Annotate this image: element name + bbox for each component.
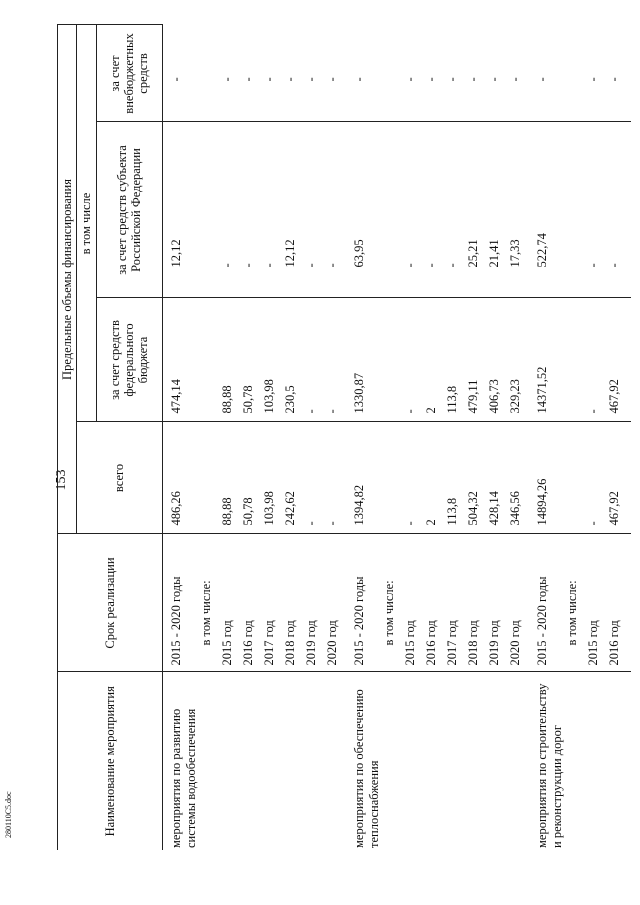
table-row — [529, 25, 565, 850]
table-row — [403, 25, 424, 850]
cell-extrabudget — [199, 25, 220, 122]
cell-total — [565, 422, 586, 534]
cell-total: 88,88 — [220, 422, 241, 534]
cell-federal: - — [325, 298, 346, 422]
cell-federal: 103,98 — [262, 298, 283, 422]
cell-period: 2016 год — [241, 534, 262, 672]
page-number: 153 — [54, 469, 69, 491]
cell-total: 428,14 — [487, 422, 508, 534]
cell-federal: 50,78 — [241, 298, 262, 422]
cell-federal: 2 — [424, 298, 445, 422]
table-row — [508, 25, 529, 850]
cell-federal — [565, 298, 586, 422]
cell-name: мероприятия по строительству и реконструкции дорог — [534, 683, 564, 848]
cell-name — [241, 672, 262, 850]
cell-extrabudget — [382, 25, 403, 122]
cell-period: 2016 год — [424, 534, 445, 672]
cell-total: 50,78 — [241, 422, 262, 534]
cell-extrabudget: - — [586, 25, 607, 122]
cell-extrabudget: - — [346, 25, 382, 122]
cell-total — [199, 422, 220, 534]
cell-name — [382, 672, 403, 850]
table-row — [283, 25, 304, 850]
table-row — [241, 25, 262, 850]
cell-federal — [199, 298, 220, 422]
cell-name — [325, 672, 346, 850]
cell-extrabudget: - — [445, 25, 466, 122]
cell-subject — [199, 122, 220, 298]
cell-period: 2020 год — [508, 534, 529, 672]
cell-extrabudget: - — [220, 25, 241, 122]
cell-name — [199, 672, 220, 850]
table-row — [325, 25, 346, 850]
table-row — [382, 25, 403, 850]
table-row — [162, 25, 199, 850]
cell-period: 2015 - 2020 годы — [529, 534, 565, 672]
cell-name — [565, 672, 586, 850]
cell-name: мероприятия по обеспечению теплоснабжения — [351, 689, 381, 848]
cell-period: 2017 год — [445, 534, 466, 672]
cell-subject: - — [607, 122, 631, 298]
cell-period: в том числе: — [565, 534, 586, 672]
table-row — [487, 25, 508, 850]
cell-period: 2018 год — [466, 534, 487, 672]
cell-federal: 406,73 — [487, 298, 508, 422]
header-name: Наименование мероприятия — [58, 672, 163, 850]
cell-extrabudget: - — [487, 25, 508, 122]
cell-extrabudget: - — [241, 25, 262, 122]
cell-extrabudget — [565, 25, 586, 122]
cell-subject: 17,33 — [508, 122, 529, 298]
cell-extrabudget: - — [607, 25, 631, 122]
header-extrabudget: за счет внебюджетных средств — [96, 25, 162, 122]
header-federal: за счет средств федерального бюджета — [96, 298, 162, 422]
table-row — [346, 25, 382, 850]
cell-name — [508, 672, 529, 850]
cell-federal — [382, 298, 403, 422]
cell-extrabudget: - — [403, 25, 424, 122]
cell-extrabudget: - — [304, 25, 325, 122]
cell-extrabudget: - — [508, 25, 529, 122]
cell-subject: 12,12 — [283, 122, 304, 298]
cell-subject: 21,41 — [487, 122, 508, 298]
cell-period: 2019 год — [487, 534, 508, 672]
cell-subject: - — [304, 122, 325, 298]
cell-total: 113,8 — [445, 422, 466, 534]
cell-total — [382, 422, 403, 534]
cell-name — [424, 672, 445, 850]
cell-extrabudget: - — [283, 25, 304, 122]
cell-subject — [565, 122, 586, 298]
cell-federal: 479,11 — [466, 298, 487, 422]
cell-subject: - — [220, 122, 241, 298]
cell-subject: - — [241, 122, 262, 298]
cell-extrabudget: - — [529, 25, 565, 122]
table-body — [162, 25, 631, 850]
cell-name — [403, 672, 424, 850]
cell-total: 103,98 — [262, 422, 283, 534]
cell-federal: 1330,87 — [346, 298, 382, 422]
cell-federal: 467,92 — [607, 298, 631, 422]
cell-total: 242,62 — [283, 422, 304, 534]
table-row — [586, 25, 607, 850]
cell-total: - — [325, 422, 346, 534]
cell-total: 467,92 — [607, 422, 631, 534]
cell-federal: 14371,52 — [529, 298, 565, 422]
cell-period: 2019 год — [304, 534, 325, 672]
cell-subject: - — [403, 122, 424, 298]
cell-name — [607, 672, 631, 850]
cell-name — [487, 672, 508, 850]
table-row — [199, 25, 220, 850]
cell-extrabudget: - — [466, 25, 487, 122]
cell-federal: 474,14 — [162, 298, 199, 422]
header-including: в том числе — [77, 25, 96, 422]
cell-extrabudget: - — [262, 25, 283, 122]
cell-subject: 25,21 — [466, 122, 487, 298]
cell-total: 1394,82 — [346, 422, 382, 534]
document-filename: 280110C5.doc — [4, 791, 13, 838]
cell-federal: 329,23 — [508, 298, 529, 422]
cell-federal: 88,88 — [220, 298, 241, 422]
cell-subject: 522,74 — [529, 122, 565, 298]
cell-period: 2015 год — [586, 534, 607, 672]
financing-table — [57, 24, 631, 850]
cell-name — [220, 672, 241, 850]
cell-period: 2020 год — [325, 534, 346, 672]
cell-federal: - — [586, 298, 607, 422]
cell-total: 486,26 — [162, 422, 199, 534]
header-limits: Предельные объемы финансирования — [58, 25, 77, 534]
cell-subject: 12,12 — [162, 122, 199, 298]
table-row — [304, 25, 325, 850]
cell-federal: 230,5 — [283, 298, 304, 422]
header-subject: за счет средств субъекта Российской Федерации — [96, 122, 162, 298]
header-period: Срок реализации — [58, 534, 163, 672]
cell-subject: - — [445, 122, 466, 298]
table-row — [262, 25, 283, 850]
cell-subject — [382, 122, 403, 298]
table-row — [565, 25, 586, 850]
cell-extrabudget: - — [424, 25, 445, 122]
cell-period: в том числе: — [199, 534, 220, 672]
cell-extrabudget: - — [325, 25, 346, 122]
cell-subject: - — [424, 122, 445, 298]
cell-period: 2015 - 2020 годы — [162, 534, 199, 672]
cell-subject: - — [325, 122, 346, 298]
cell-period: 2015 год — [220, 534, 241, 672]
cell-period: 2017 год — [262, 534, 283, 672]
table-row — [445, 25, 466, 850]
cell-name — [283, 672, 304, 850]
cell-period: 2016 год — [607, 534, 631, 672]
table-row — [424, 25, 445, 850]
cell-total: 504,32 — [466, 422, 487, 534]
cell-total: 2 — [424, 422, 445, 534]
cell-subject: 63,95 — [346, 122, 382, 298]
cell-period: 2015 год — [403, 534, 424, 672]
rotated-table-container — [57, 25, 621, 850]
cell-federal: - — [403, 298, 424, 422]
cell-total: 14894,26 — [529, 422, 565, 534]
cell-name — [262, 672, 283, 850]
cell-subject: - — [262, 122, 283, 298]
cell-total: - — [403, 422, 424, 534]
cell-name — [304, 672, 325, 850]
cell-subject: - — [586, 122, 607, 298]
cell-period: 2018 год — [283, 534, 304, 672]
cell-federal: - — [304, 298, 325, 422]
table-row — [607, 25, 631, 850]
cell-total: - — [586, 422, 607, 534]
cell-total: 346,56 — [508, 422, 529, 534]
header-total: всего — [77, 422, 162, 534]
cell-name — [586, 672, 607, 850]
cell-period: в том числе: — [382, 534, 403, 672]
cell-name — [445, 672, 466, 850]
cell-total: - — [304, 422, 325, 534]
cell-name — [466, 672, 487, 850]
table-row — [466, 25, 487, 850]
table-row — [220, 25, 241, 850]
cell-extrabudget: - — [162, 25, 199, 122]
cell-name: мероприятия по развитию системы водообеспечения — [168, 708, 198, 848]
cell-period: 2015 - 2020 годы — [346, 534, 382, 672]
cell-federal: 113,8 — [445, 298, 466, 422]
